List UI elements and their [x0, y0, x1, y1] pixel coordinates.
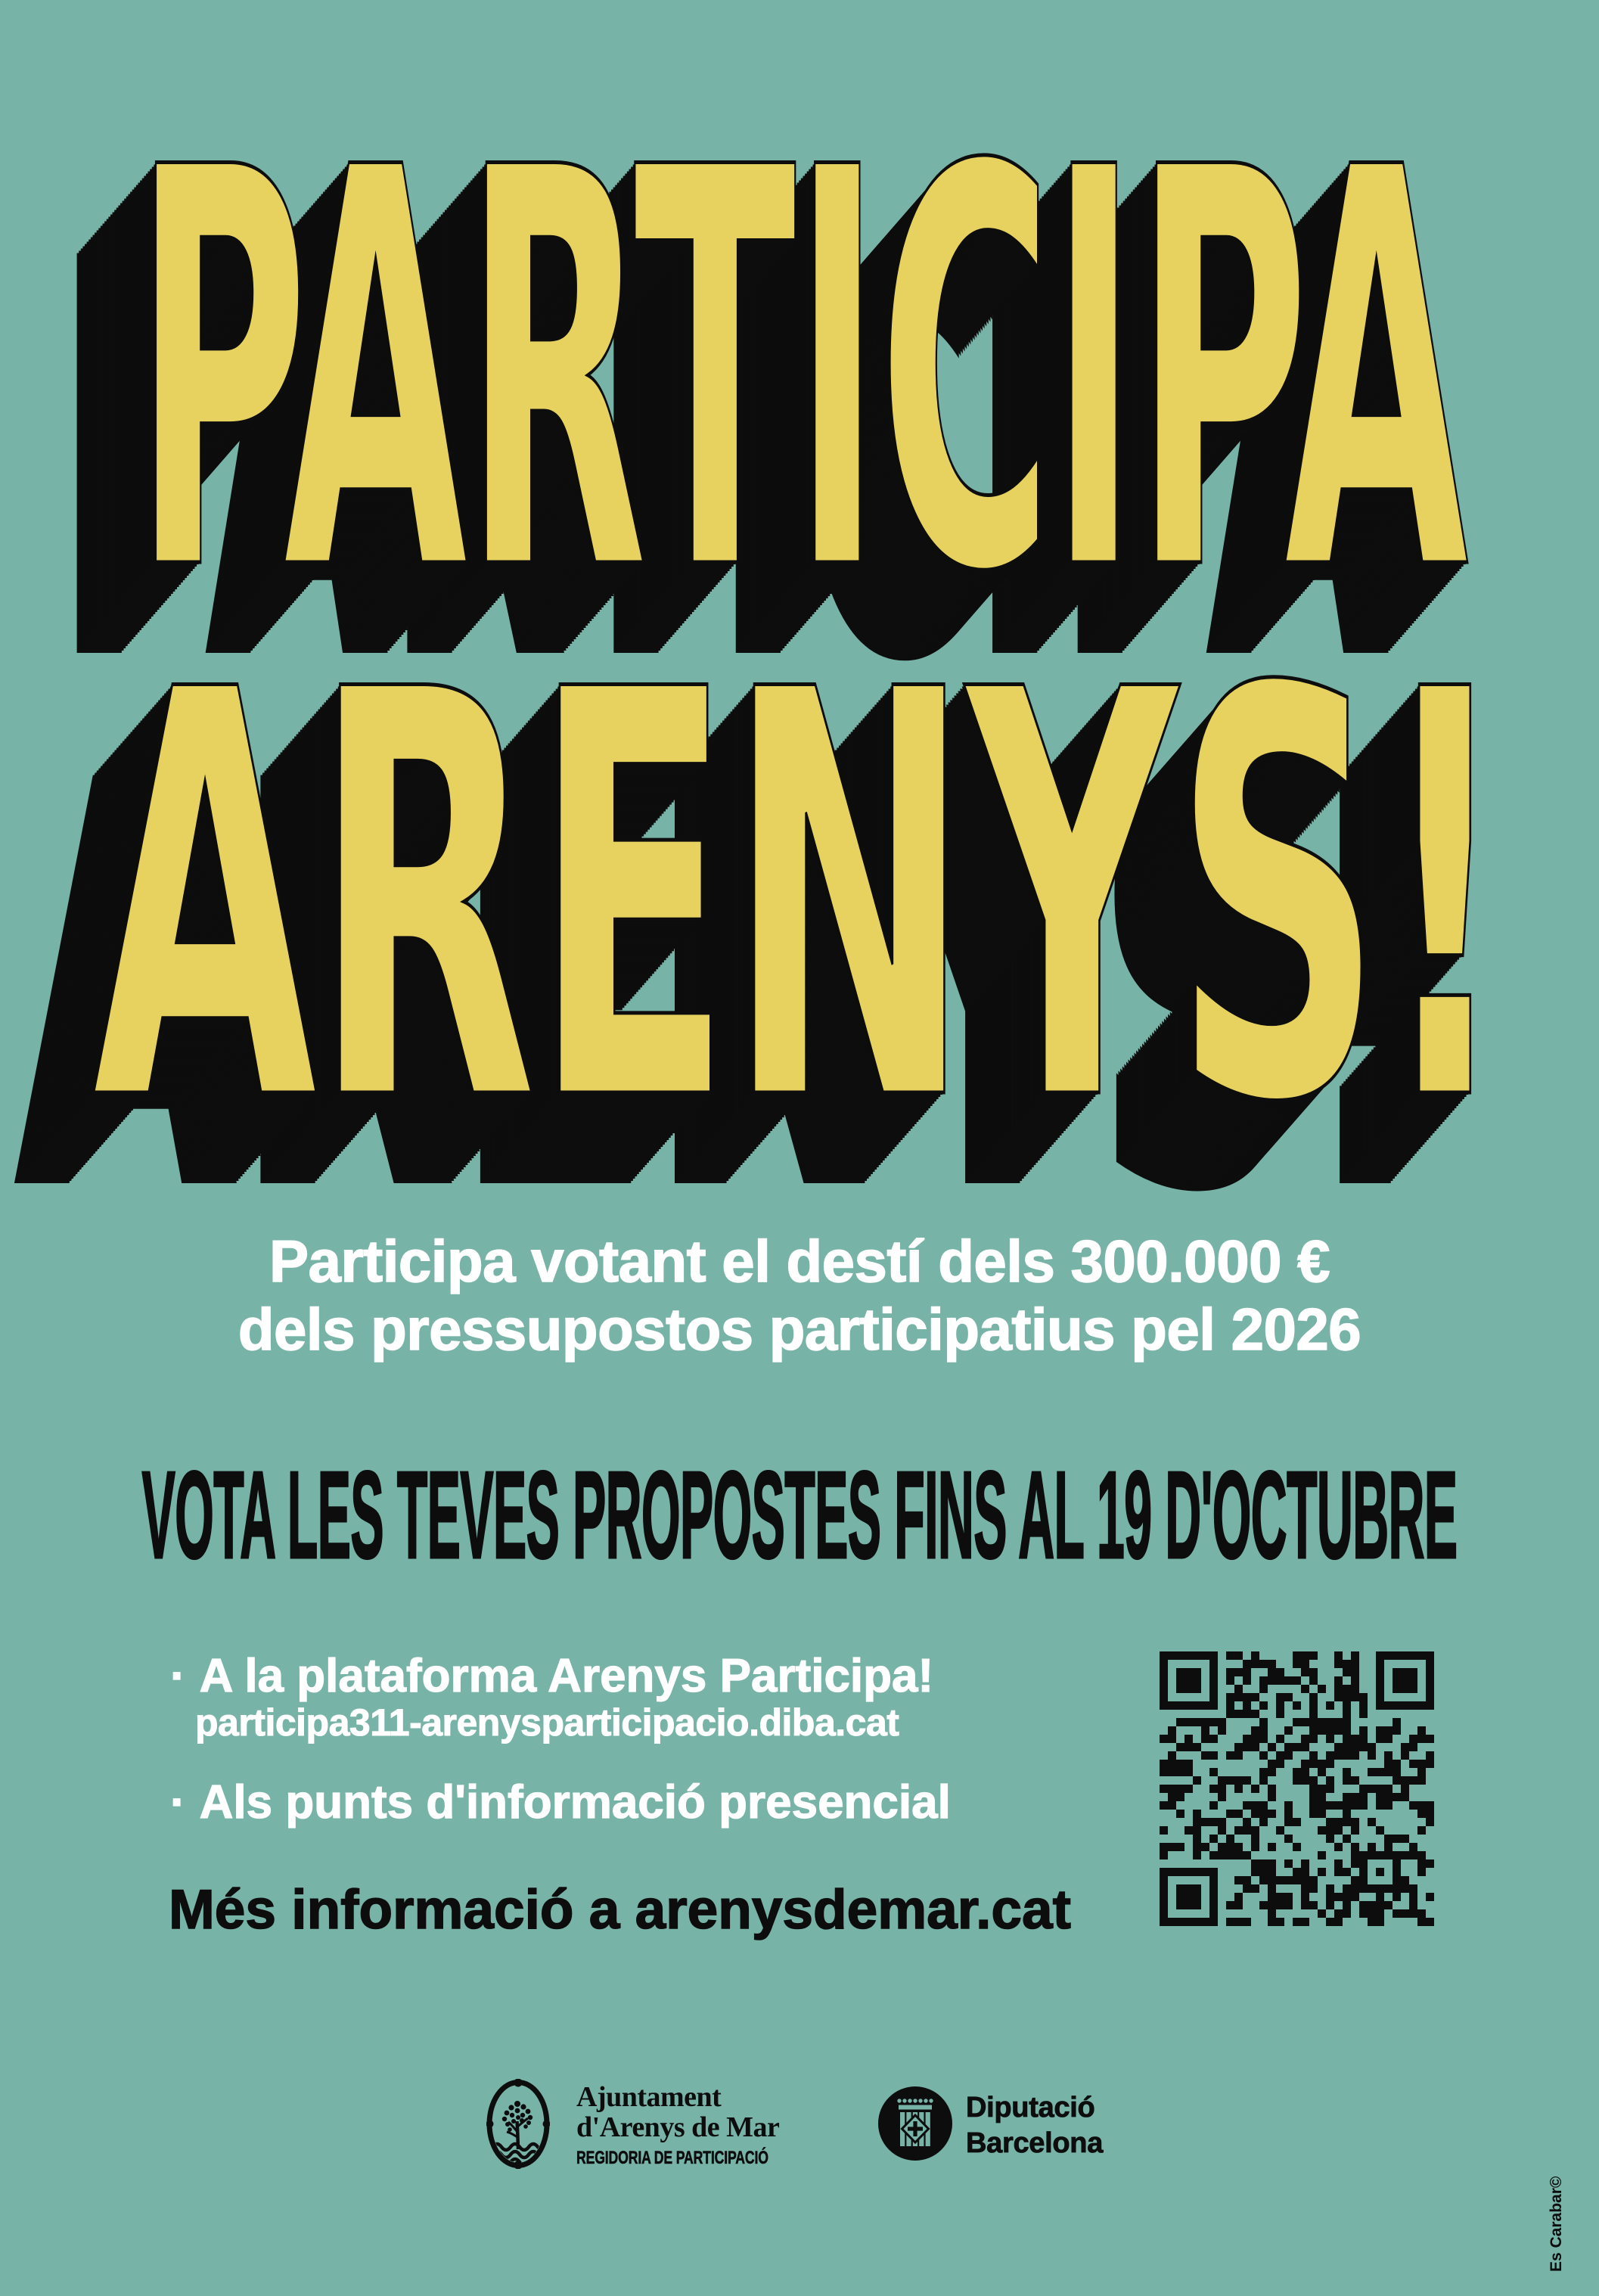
ajuntament-name-line-2: d'Arenys de Mar — [576, 2111, 780, 2143]
qr-code — [1160, 1651, 1434, 1926]
diputacio-name-line-2: Barcelona — [966, 2127, 1104, 2159]
bullet-item-presencial — [170, 1776, 951, 1828]
intro-line-1: Participa votant el destí dels 300.000 € — [269, 1228, 1330, 1294]
ajuntament-logo-text — [576, 2082, 843, 2168]
diputacio-barcelona-emblem-icon — [878, 2086, 952, 2161]
bullet-marker: · — [170, 1650, 186, 1702]
hero-title-text-2: ARENYS! — [92, 573, 1507, 1225]
hero-title-line-1 — [0, 53, 1599, 691]
intro-line-2: dels pressupostos participatius pel 2026 — [238, 1296, 1361, 1362]
deadline-headline-text: VOTA LES TEVES PROPOSTES FINS AL 19 D'OCTUBRE — [141, 1446, 1458, 1584]
hero-title-line-2 — [0, 573, 1599, 1225]
hero-title-text-1: PARTICIPA — [134, 53, 1465, 691]
more-info-line: Més informació a arenysdemar.cat — [169, 1879, 1071, 1940]
bullet-item-platform — [170, 1650, 934, 1702]
ajuntament-department: REGIDORIA DE PARTICIPACIÓ — [576, 2148, 768, 2168]
ajuntament-arenys-seal-icon — [486, 2079, 550, 2169]
intro-paragraph — [0, 1227, 1599, 1363]
diputacio-logo-text — [966, 2090, 1103, 2161]
bullet-presencial-label: Als punts d'informació presencial — [199, 1776, 951, 1828]
bullet-platform-label: A la plataforma Arenys Participa! — [199, 1650, 934, 1702]
platform-url: participa311-arenysparticipacio.diba.cat — [195, 1701, 899, 1744]
studio-credit: Es Carabar© — [1548, 2176, 1565, 2272]
diputacio-name-line-1: Diputació — [966, 2092, 1095, 2124]
deadline-headline — [0, 1446, 1599, 1584]
bullet-marker: · — [170, 1776, 186, 1828]
ajuntament-name-line-1: Ajuntament — [576, 2081, 722, 2113]
